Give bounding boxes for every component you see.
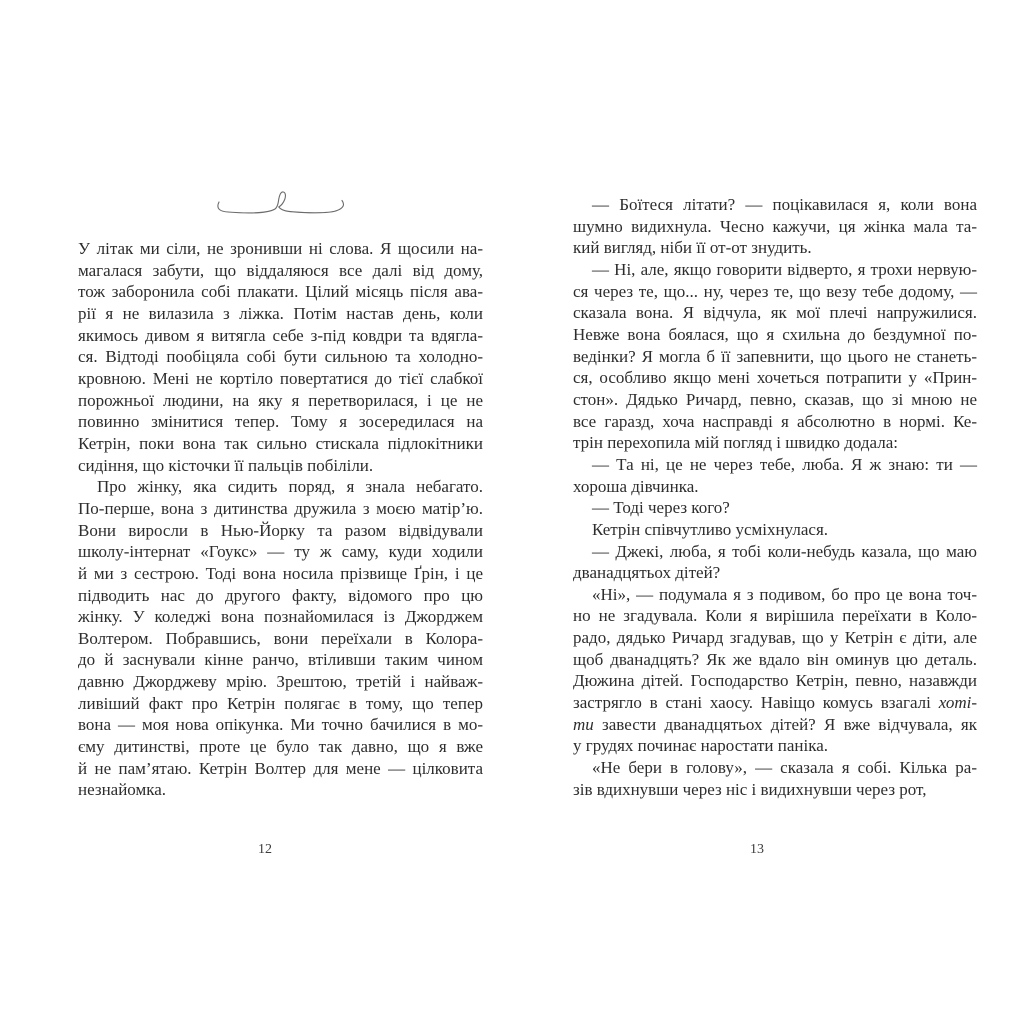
text-line: У літак ми сіли, не зронивши ні слова. Я щосили на- (78, 239, 483, 258)
text-line: незнайомка. (78, 780, 167, 800)
text-line: «Не бери в голову», — сказала я собі. Кілька ра- (592, 758, 977, 778)
text-line: зів вдихнувши через ніс і видихнувши через рот, (573, 779, 927, 799)
text-line: шумно видихнула. Чесно кажучи, ця жінка мала та- (573, 216, 977, 236)
text-line: ти завести дванадцятьох дітей? Я вже відчувала, як (573, 714, 977, 734)
text-line: трін перехопила мій погляд і швидко додала: (573, 433, 898, 453)
text-line: ливіший факт про Кетрін полягає в тому, що тепер (78, 693, 483, 713)
paragraph (78, 238, 483, 476)
text-line: хороша дівчинка. (573, 476, 699, 496)
text-line: дванадцятьох дітей? (573, 563, 721, 583)
text-line: Кетрін, поки вона так сильно стискала підлокітники (78, 433, 483, 453)
text-line: — Боїтеся літати? — поцікавилася я, коли вона (592, 195, 977, 214)
text-line: Вони виросли в Нью-Йорку та разом відвідували (78, 520, 483, 540)
left-page-text (78, 238, 483, 801)
text-line: давню Джорджеву мрію. Зрештою, третій і найваж- (78, 672, 483, 692)
text-line: застрягло в стані хаосу. Навіщо комусь взагалі хоті- (573, 693, 977, 713)
text-line: щоб дванадцять? Як же вдало він оминув цю деталь. (573, 649, 977, 669)
text-line: — Та ні, це не через тебе, люба. Я ж знаю: ти — (592, 454, 977, 474)
text-line: Про жінку, яка сидить поряд, я знала небагато. (97, 477, 483, 497)
text-line: Кетрін співчутливо усміхнулася. (592, 519, 829, 539)
text-line: школу-інтернат «Гоукс» — ту ж саму, куди ходили (78, 542, 483, 562)
text-line: якимось дивом я витягла себе з-під ковдри та вдягла- (78, 325, 483, 345)
paragraph (573, 584, 977, 757)
text-line: радо, дядько Ричард згадував, що у Кетрін є діти, але (573, 628, 977, 648)
paragraph (573, 259, 977, 454)
text-line: «Ні», — подумала я з подивом, бо про це вона точ- (592, 584, 977, 604)
text-line: все гаразд, хоча насправді я абсолютно в нормі. Ке- (573, 411, 977, 431)
text-line: сказала вона. Я відчула, як мої плечі напружилися. (573, 303, 977, 323)
text-line: ся. Відтоді пообіцяла собі бути сильною та холодно- (78, 347, 483, 367)
paragraph (573, 497, 977, 519)
text-line: стон». Дядько Ричард, певно, сказав, що зі мною не (573, 389, 977, 409)
text-line: Дюжина дітей. Господарство Кетрін, певно, назавжди (573, 671, 977, 691)
text-line: тож заборонила собі плакати. Цілий місяць після ава- (78, 282, 483, 302)
paragraph (573, 757, 977, 800)
right-page-number: 13 (750, 842, 764, 857)
paragraph (573, 519, 977, 541)
text-line: єму дитинстві, проте це було так давно, що я вже (78, 737, 483, 757)
text-line: жінку. У коледжі вона познайомилася із Джорджем (78, 607, 483, 627)
paragraph (573, 454, 977, 497)
text-line: магалася забути, що віддаляюся все далі від дому, (78, 260, 483, 280)
text-line: до й заснували кінне ранчо, втіливши таким чином (78, 650, 483, 670)
text-line: сидіння, що кісточки її пальців побіліли. (78, 455, 374, 475)
text-line: По-перше, вона з дитинства дружила з моєю матір’ю. (78, 498, 483, 518)
flourish-path (217, 192, 343, 213)
flourish-ornament (78, 189, 483, 219)
left-page-number: 12 (258, 842, 272, 857)
paragraph (78, 476, 483, 801)
text-line: й не пам’ятаю. Кетрін Волтер для мене — цілковита (78, 758, 483, 778)
text-line: вона — моя нова опікунка. Ми точно бачилися в мо- (78, 715, 483, 735)
text-line: кровною. Мені не кортіло повертатися до тієї слабкої (78, 368, 483, 388)
text-line: ведінки? Я могла б її запевнити, що цього не станеть- (573, 346, 977, 366)
text-line: Волтером. Побравшись, вони переїхали в Колора- (78, 628, 483, 648)
text-line: — Ні, але, якщо говорити відверто, я трохи нервую- (592, 259, 977, 279)
text-line: підводить нас до другого факту, відомого про цю (78, 585, 483, 605)
text-line: — Тоді через кого? (592, 498, 730, 518)
flourish-icon (215, 189, 347, 217)
right-page-text (573, 194, 977, 800)
text-line: рії я не вилазила з ліжка. Потім настав день, коли (78, 303, 483, 323)
text-line: у грудях починає наростати паніка. (573, 736, 829, 756)
text-line: — Джекі, люба, я тобі коли-небудь казала, що маю (592, 541, 977, 561)
paragraph (573, 541, 977, 584)
text-line: й ми з сестрою. Тоді вона носила прізвище Ґрін, і це (78, 563, 483, 583)
paragraph (573, 194, 977, 259)
text-line: ся, особливо якщо мені хочеться потрапити у «Прин- (573, 368, 977, 388)
text-line: но не згадувала. Коли я вирішила переїхати в Коло- (573, 606, 977, 626)
text-line: повинно змінитися тепер. Тому я зосередилася на (78, 412, 483, 432)
text-line: кий вигляд, ніби її от-от знудить. (573, 238, 812, 258)
text-line: порожньої людини, на яку я перетворилася, і це не (78, 390, 483, 410)
text-line: ся через те, що... ну, через те, що везу тебе додому, — (573, 281, 977, 301)
text-line: Невже вона боялася, що я схильна до бездумної по- (573, 324, 977, 344)
